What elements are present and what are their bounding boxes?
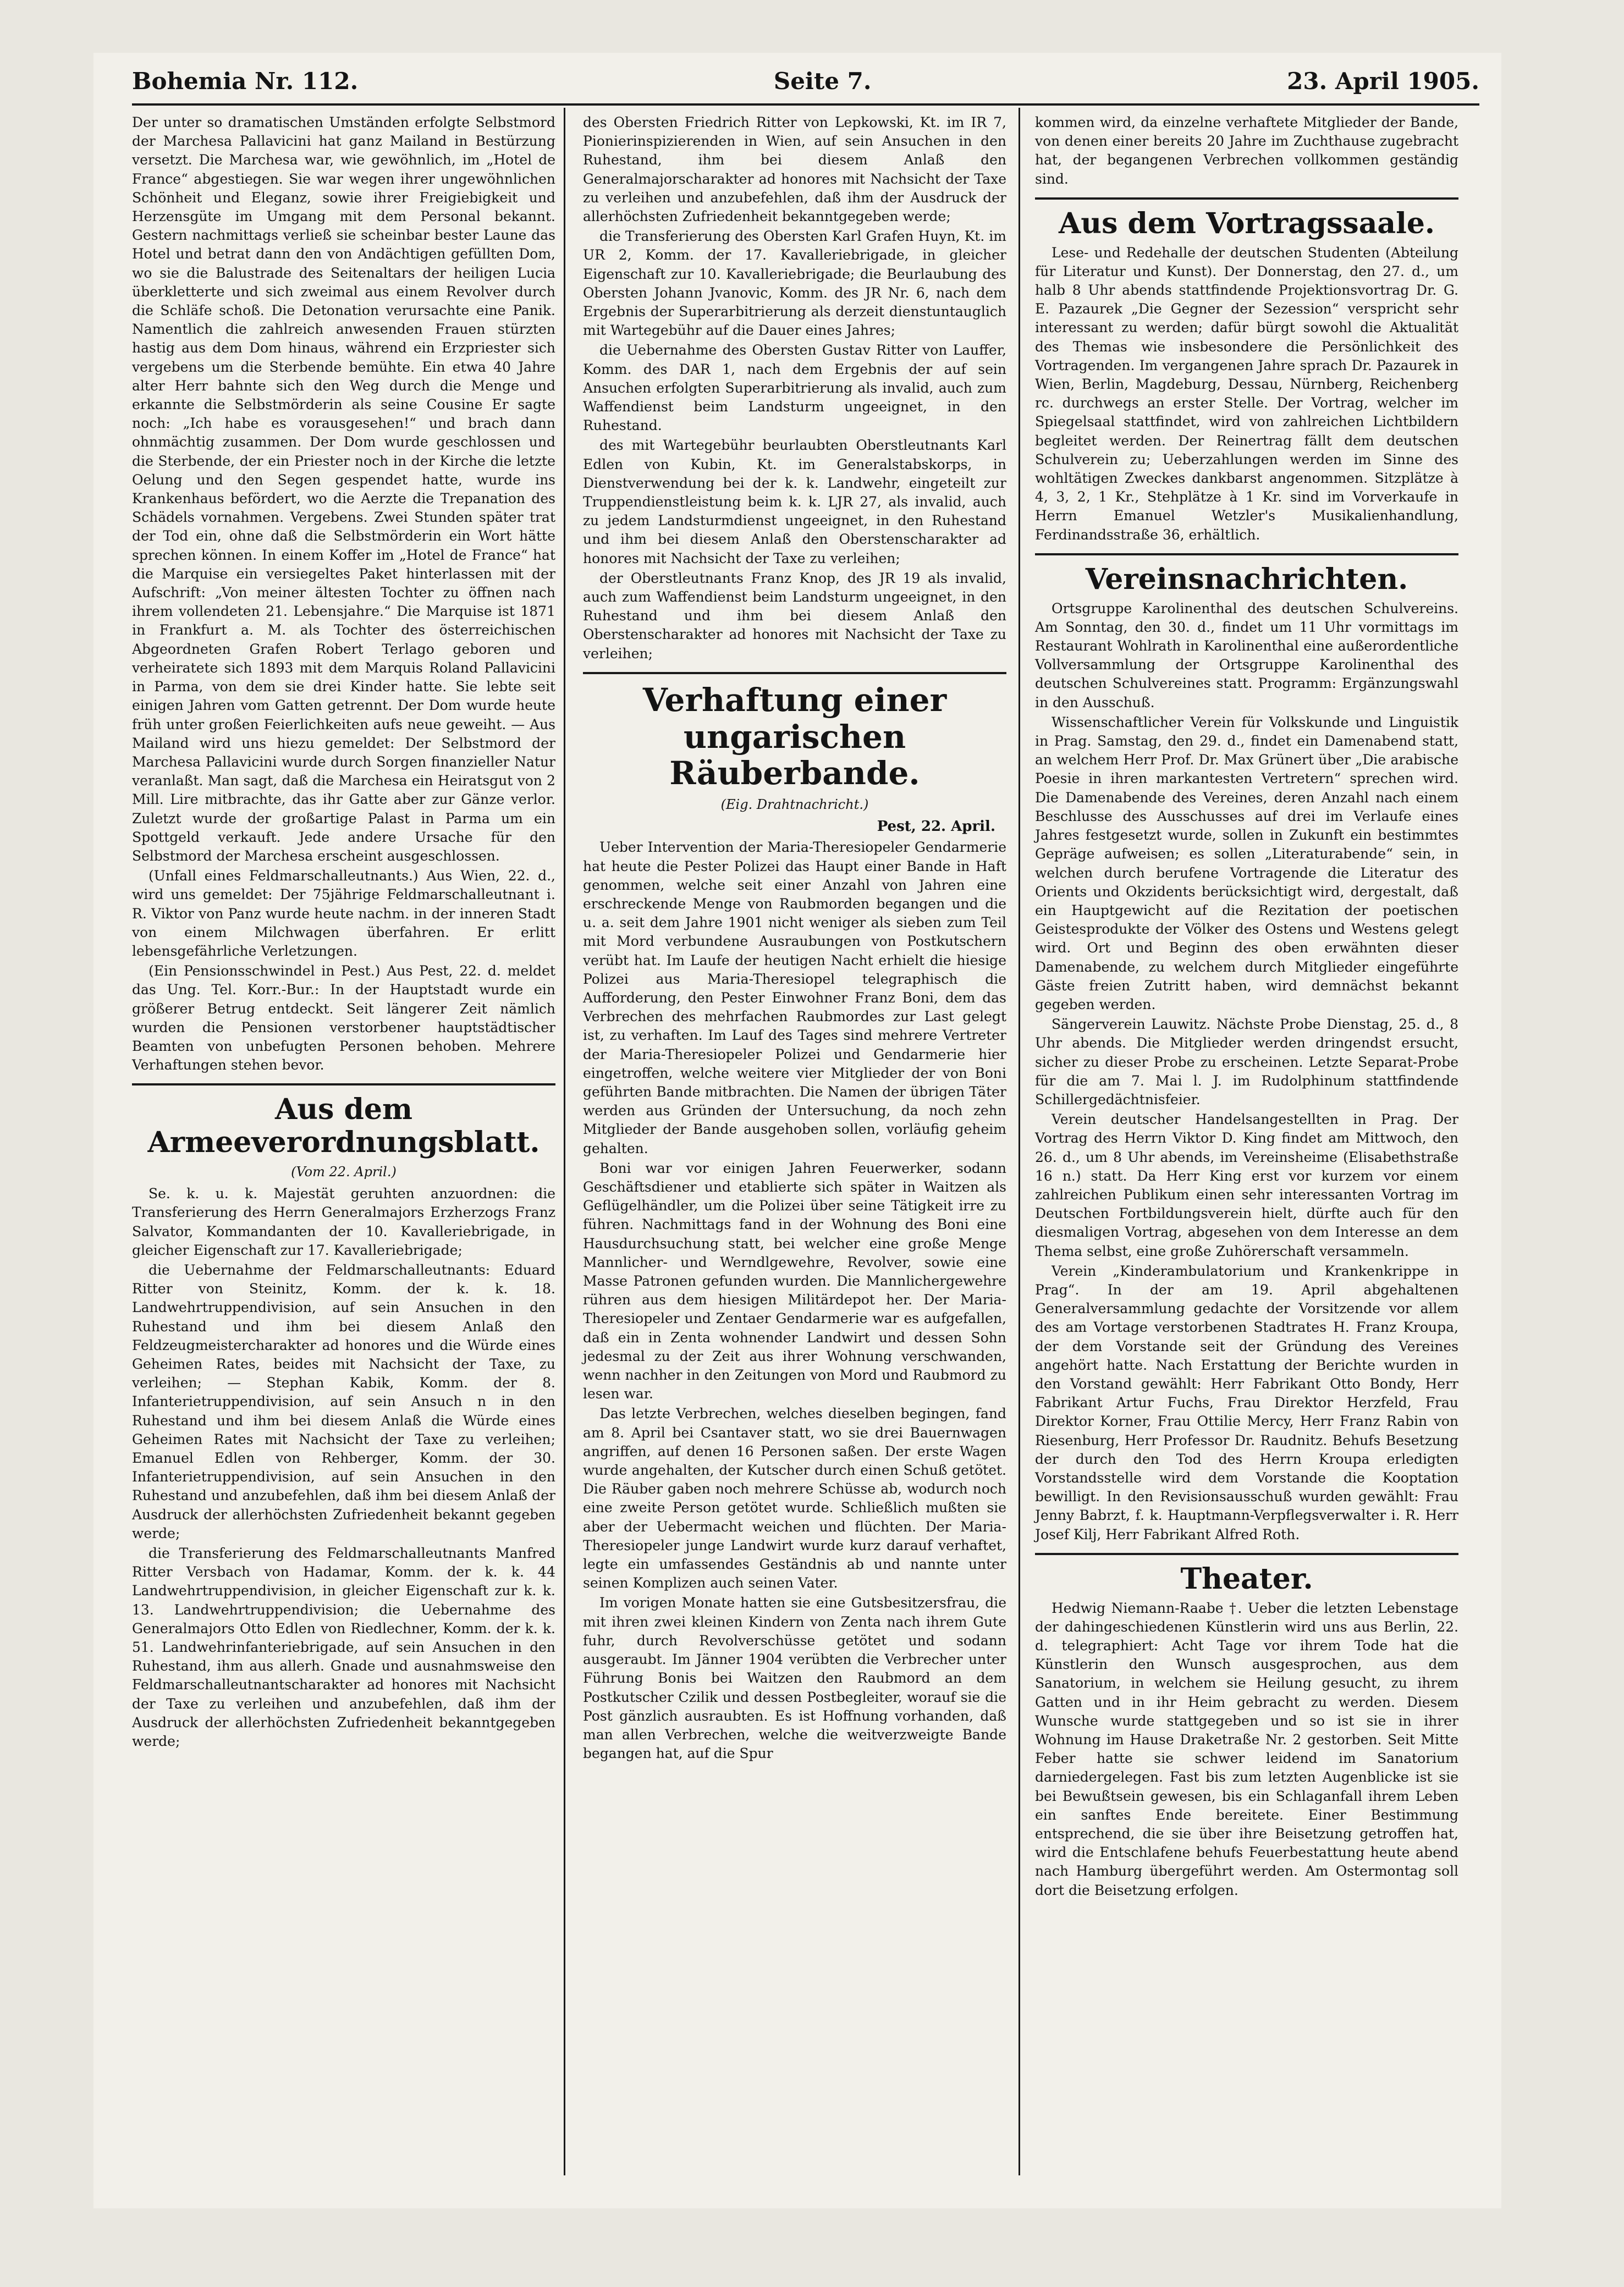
armee-paragraph: die Transferierung des Feldmarschalleutnants Manfred Ritter Versbach von Hadamar, Komm. der k. k. 44 Landwehrtruppendivision, in gleicher Eigenschaft zur k. k. 13. Landwehrtruppendivision; die Uebernahme des Generalmajors Otto Edlen von Riedlechner, Komm. der k. k. 51. Landwehrinfanteriebrigade, auf sein Ansuchen in den Ruhestand, ihm aus allerh. Gnade und ausnahmsweise den Feldmarschalleutnantscharakter ad honores mit Nachsicht der Taxe zu verleihen und anzubefehlen, daß ihm der Ausdruck der allerhöchsten Zufriedenheit bekanntgegeben werde; bbox=[132, 1545, 555, 1750]
article-paragraph: Boni war vor einigen Jahren Feuerwerker, sodann Geschäftsdiener und etablierte sich später in Waitzen als Geflügelhändler, um die Polizei über seine Tätigkeit irre zu führen. Nachmittags fand in der Wohnung des Boni eine Hausdurchsuchung statt, bei welcher eine große Menge Mannlicher- und Werndlgewehre, Revolver, sowie eine Masse Patronen gefunden wurden. Die Mannlichergewehre rühren aus dem hiesigen Militärdepot her. Der Maria-Theresiopeler und Zentaer Gendarmerie war es aufgefallen, daß ein in Zenta wohnender Landwirt und dessen Sohn jedesmal zu der Zeit aus ihrer Wohnung verschwanden, wenn nachher in den Zeitungen von Mord und Raubmord zu lesen war. bbox=[583, 1160, 1006, 1402]
armee-paragraph: des mit Wartegebühr beurlaubten Oberstleutnants Karl Edlen von Kubin, Kt. im Generalstabskorps, in Dienstverwendung bei der k. k. Landwehr, eingeteilt zur Truppendienstleistung beim k. k. LJR 27, als invalid, auch zu jedem Landsturmdienst ungeeignet, in den Ruhestand und ihm bei diesem Anlaß den Oberstenscharakter ad honores mit Nachsicht der Taxe zu verleihen; bbox=[583, 437, 1006, 566]
article-paragraph: Das letzte Verbrechen, welches dieselben begingen, fand am 8. April bei Csantaver statt, wo sie drei Bauernwagen angriffen, auf denen 16 Personen saßen. Der erste Wagen wurde angehalten, der Kutscher durch einen Schuß getötet. Die Räuber gaben noch mehrere Schüsse ab, wodurch noch eine zweite Person getötet wurde. Schließlich mußten sie aber der Uebermacht weichen und flüchten. Der Maria-Theresiopeler junge Landwirt wurde kurz darauf verhaftet, legte ein umfassendes Geständnis ab und nannte unter seinen Komplizen auch seinen Vater. bbox=[583, 1406, 1006, 1591]
article-paragraph: Wissenschaftlicher Verein für Volkskunde und Linguistik in Prag. Samstag, den 29. d., findet ein Damenabend statt, an welchem Herr Prof. Dr. Max Grünert über „Die arabische Poesie in ihren markantesten Vertretern“ sprechen wird. Die Damenabende des Vereines, deren Anzahl nach einem Beschlusse des Ausschusses auf drei im Verlaufe eines Jahres festgesetzt wurde, sollen in Zukunft ein bestimmtes Gepräge aufweisen; es sollen „Literaturabende“ sein, in welchen durch berufene Vortragende die Literatur des Orients und Okzidents berücksichtigt wird, dergestalt, daß ein Hauptgewicht auf die Rezitation der poetischen Geistesprodukte der Völker des Ostens und Westens gelegt wird. Ort und Beginn des oben erwähnten dieser Damenabende, zu welchem durch Mitglieder eingeführte Gäste freien Zutritt haben, wird demnächst bekannt gegeben werden. bbox=[1035, 714, 1458, 1012]
column-divider bbox=[1019, 108, 1020, 2175]
article-pensionsschwindel: (Ein Pensionsschwindel in Pest.) Aus Pest, 22. d. meldet das Ung. Tel. Korr.-Bur.: In der Hauptstadt wurde ein größerer Betrug entdeckt. Seit längerer Zeit nämlich wurden die Pensionen verstorbener hauptstädtischer Beamten von unbefugten Personen behoben. Mehrere Verhaftungen stehen bevor. bbox=[132, 963, 555, 1073]
column-2 bbox=[583, 113, 1006, 1764]
section-rule bbox=[1035, 197, 1458, 200]
column-divider bbox=[564, 108, 565, 2175]
header-page-number: Seite 7. bbox=[773, 68, 872, 95]
header-paper-issue: Bohemia Nr. 112. bbox=[132, 68, 359, 95]
section-heading-armee: Aus dem Armeeverordnungsblatt. bbox=[147, 1093, 540, 1160]
article-paragraph: Lese- und Redehalle der deutschen Studenten (Abteilung für Literatur und Kunst). Der Donnerstag, den 27. d., um halb 8 Uhr abends stattfindende Projektionsvortrag Dr. G. E. Pazaurek „Die Gegner der Sezession“ verspricht sehr interessant zu werden; dafür bürgt sowohl die Aktualität des Themas wie insbesondere die Persönlichkeit des Vortragenden. Im vergangenen Jahre sprach Dr. Pazaurek in Wien, Berlin, Magdeburg, Dessau, Nürnberg, Reichenberg rc. durchwegs an erster Stelle. Der Vortrag, welcher im Spiegelsaal stattfindet, wird von zahlreichen Lichtbildern begleitet werden. Der Reinertrag fällt dem deutschen Schulverein zu; Ueberzahlungen werden im Sinne des wohltätigen Zweckes dankbarst angenommen. Sitzplätze à 4, 3, 2, 1 Kr., Stehplätze à 1 Kr. sind im Vorverkaufe in Herrn Emanuel Wetzler's Musikalienhandlung, Ferdinandsstraße 36, erhältlich. bbox=[1035, 244, 1458, 543]
article-paragraph: Verein „Kinderambulatorium und Krankenkrippe in Prag“. In der am 19. April abgehaltenen Generalversammlung gedachte der Vorsitzende vor allem des am Vortage verstorbenen Stadtrates H. Franz Kroupa, der dem Vorstande seit der Gründung des Vereines angehört hatte. Nach Erstattung der Berichte wurden in den Vorstand gewählt: Herr Fabrikant Otto Bondy, Herr Fabrikant Artur Fuchs, Frau Direktor Herzfeld, Frau Direktor Korner, Frau Ottilie Mercy, Herr Franz Rabin von Riesenburg, Herr Professor Dr. Raudnitz. Behufs Besetzung der durch den Tod des Herrn Kroupa erledigten Vorstandsstelle wird dem Vorstande die Kooptation bewilligt. In den Revisionsausschuß wurden gewählt: Frau Jenny Babrzt, f. k. Hauptmann-Verpflegsverwalter i. R. Herr Josef Kilj, Herr Fabrikant Alfred Roth. bbox=[1035, 1263, 1458, 1542]
armee-paragraph: der Oberstleutnants Franz Knop, des JR 19 als invalid, auch zum Waffendienst beim Landsturm ungeeignet, in den Ruhestand und ihm bei diesem Anlaß den Oberstenscharakter ad honores mit Nachsicht der Taxe zu verleihen; bbox=[583, 570, 1006, 662]
armee-paragraph: die Uebernahme der Feldmarschalleutnants: Eduard Ritter von Steinitz, Komm. der k. k. 18. Landwehrtruppendivision, auf sein Ansuchen in den Ruhestand und ihm bei diesem Anlaß den Feldzeugmeistercharakter ad honores und die Würde eines Geheimen Rates, beides mit Nachsicht der Taxe, zu verleihen; — Stephan Kabik, Komm. der 8. Infanterietruppendivision, auf sein Ansuch n in den Ruhestand und ihm bei diesem Anlaß die Würde eines Geheimen Rates mit Nachsicht der Taxe zu verleihen; Emanuel Edlen von Rehberger, Komm. der 30. Infanterietruppendivision, auf sein Ansuchen in den Ruhestand und anzubefehlen, daß ihm bei diesem Anlaß der Ausdruck der allerhöchsten Zufriedenheit bekannt gegeben werde; bbox=[132, 1261, 555, 1541]
section-heading-theater: Theater. bbox=[1180, 1562, 1313, 1596]
header-rule bbox=[132, 103, 1479, 106]
section-heading-vereinsnachrichten: Vereinsnachrichten. bbox=[1085, 562, 1408, 596]
section-subheading: (Eig. Drahtnachricht.) bbox=[720, 796, 869, 812]
header-date: 23. April 1905. bbox=[1287, 68, 1479, 95]
masthead bbox=[132, 62, 1479, 95]
article-paragraph: kommen wird, da einzelne verhaftete Mitglieder der Bande, von denen einer bereits 20 Jahre im Zuchthause zugebracht hat, der begangenen Verbrechen vollkommen geständig sind. bbox=[1035, 114, 1458, 187]
article-paragraph: Sängerverein Lauwitz. Nächste Probe Dienstag, 25. d., 8 Uhr abends. Die Mitglieder werden dringendst ersucht, sicher zu dieser Probe zu erscheinen. Letzte Separat-Probe für die am 7. Mai l. J. im Rudolphinum stattfindende Schillergedächtnisfeier. bbox=[1035, 1016, 1458, 1107]
article-paragraph: Ortsgruppe Karolinenthal des deutschen Schulvereins. Am Sonntag, den 30. d., findet um 11 Uhr vormittags im Restaurant Wohlrath in Karolinenthal eine außerordentliche Vollversammlung der Ortsgruppe Karolinenthal des deutschen Schulvereines statt. Programm: Ergänzungswahl in den Ausschuß. bbox=[1035, 600, 1458, 710]
section-rule bbox=[1035, 553, 1458, 555]
article-unfall: (Unfall eines Feldmarschalleutnants.) Aus Wien, 22. d., wird uns gemeldet: Der 75jährige Feldmarschalleutnant i. R. Viktor von Panz wurde heute nachm. in der inneren Stadt von einem Milchwagen überfahren. Er erlitt lebensgefährliche Verletzungen. bbox=[132, 868, 555, 959]
armee-paragraph: die Transferierung des Obersten Karl Grafen Huyn, Kt. im UR 2, Komm. der 17. Kavalleriebrigade, in gleicher Eigenschaft zur 10. Kavalleriebrigade; die Beurlaubung des Obersten Johann Jvanovic, Komm. des JR Nr. 6, nach dem Ergebnis der Superarbitrierung als derzeit dienstuntauglich mit Wartegebühr auf die Dauer eines Jahres; bbox=[583, 228, 1006, 339]
dateline: Pest, 22. April. bbox=[877, 818, 995, 835]
newspaper-page bbox=[93, 53, 1501, 2208]
section-rule bbox=[583, 672, 1006, 674]
armee-paragraph: die Uebernahme des Obersten Gustav Ritter von Lauffer, Komm. des DAR 1, nach dem Ergebnis der auf sein Ansuchen erfolgten Superarbitrierung als invalid, auch zum Waffendienst beim Landsturm ungeeignet, in den Ruhestand. bbox=[583, 342, 1006, 434]
section-subheading: (Vom 22. April.) bbox=[291, 1164, 397, 1180]
article-pallavicini: Der unter so dramatischen Umständen erfolgte Selbstmord der Marchesa Pallavicini hat ganz Mailand in Bestürzung versetzt. Die Marchesa war, wie gewöhnlich, im „Hotel de France“ abgestiegen. Sie war wegen ihrer ungewöhnlichen Schönheit und Eleganz, sowie ihrer Freigiebigkeit und Herzensgüte im Umgang mit dem Personal bekannt. Gestern nachmittags verließ sie scheinbar bester Laune das Hotel und betrat dann den von Andächtigen gefüllten Dom, wo sie die Balustrade des Seitenaltars der heiligen Lucia überkletterte und sich zweimal aus einem Revolver durch die Schläfe schoß. Die Detonation verursachte eine Panik. Namentlich die zahlreich anwesenden Frauen stürzten hastig aus dem Dom hinaus, während ein Erzpriester sich vergebens um die Sterbende bemühte. Ein etwa 40 Jahre alter Herr bahnte sich den Weg durch die Menge und erkannte die Selbstmörderin als seine Cousine Er sagte noch: „Ich habe es vorausgesehen!“ und brach dann ohnmächtig zusammen. Der Dom wurde geschlossen und die Sterbende, der ein Priester noch in der Kirche die letzte Oelung und den Segen gespendet hatte, wurde ins Krankenhaus befördert, wo die Aerzte die Trepanation des Schädels vornahmen. Vergebens. Zwei Stunden später trat der Tod ein, ohne daß die Selbstmörderin ein Wort hätte sprechen können. In einem Koffer im „Hotel de France“ hat die Marquise ein versiegeltes Paket hinterlassen mit der Aufschrift: „Von meiner ältesten Tochter zu öffnen nach ihrem vollendeten 21. Lebensjahre.“ Die Marquise ist 1871 in Frankfurt a. M. als Tochter des österreichischen Abgeordneten Grafen Robert Terlago geboren und verheiratete sich 1893 mit dem Marquis Roland Pallavicini in Parma, von dem sie drei Kinder hatte. Sie lebte seit einigen Jahren vom Gatten getrennt. Der Dom wurde heute früh unter großen Feierlichkeiten aufs neue geweiht. — Aus Mailand wird uns hiezu gemeldet: Der Selbstmord der Marchesa Pallavicini wurde durch Sorgen finanzieller Natur veranlaßt. Man sagt, daß die Marchesa ein Heiratsgut von 2 Mill. Lire mitbrachte, das ihr Gatte aber zur Gänze verlor. Zuletzt wurde der großartige Palast in Parma um ein Spottgeld verkauft. Jede andere Ursache für den Selbstmord der Marchesa erscheint ausgeschlossen. bbox=[132, 114, 555, 864]
armee-paragraph: des Obersten Friedrich Ritter von Lepkowski, Kt. im IR 7, Pionierinspizierenden in Wien, auf sein Ansuchen in den Ruhestand, ihm bei diesem Anlaß den Generalmajorscharakter ad honores mit Nachsicht der Taxe zu verleihen und anzubefehlen, daß ihm der Ausdruck der allerhöchsten Zufriedenheit bekanntgegeben werde; bbox=[583, 114, 1006, 225]
article-paragraph: Im vorigen Monate hatten sie eine Gutsbesitzersfrau, die mit ihren zwei kleinen Kindern von Zenta nach ihrem Gute fuhr, durch Revolverschüsse getötet und sodann ausgeraubt. Im Jänner 1904 verübten die Verbrecher unter Führung Bonis bei Waitzen den Raubmord an dem Postkutscher Czilik und dessen Postbegleiter, worauf sie die Post gänzlich ausraubten. Es ist Hoffnung vorhanden, daß man allen Verbrechen, welche die weitverzweigte Bande begangen hat, auf die Spur bbox=[583, 1595, 1006, 1762]
article-paragraph: Verein deutscher Handelsangestellten in Prag. Der Vortrag des Herrn Viktor D. King findet am Mittwoch, den 26. d., um 8 Uhr abends, im Vereinsheime (Elisabethstraße 16 n.) statt. Da Herr King erst vor kurzem vor einem zahlreichen Publikum einen sehr interessanten Vortrag im Deutschen Fortbildungsverein hielt, dürfte auch für den diesmaligen Vortrag, abgesehen von dem Interesse an dem Thema selbst, eine große Zuhörerschaft versammeln. bbox=[1035, 1111, 1458, 1259]
section-heading-vortragssaal: Aus dem Vortragssaale. bbox=[1058, 206, 1435, 240]
article-paragraph: Hedwig Niemann-Raabe †. Ueber die letzten Lebenstage der dahingeschiedenen Künstlerin wird uns aus Berlin, 22. d. telegraphiert: Acht Tage vor ihrem Tode hat die Künstlerin den Wunsch ausgesprochen, aus dem Sanatorium, in welchem sie Heilung gesucht, zu ihrem Gatten und in ihr Heim gebracht zu werden. Diesem Wunsche wurde stattgegeben und so ist sie in ihrer Wohnung im Hause Draketraße Nr. 2 gestorben. Seit Mitte Feber hatte sie schwer leidend im Sanatorium darniedergelegen. Fast bis zum letzten Augenblicke ist sie bei Bewußtsein gewesen, bis ein Schlaganfall ihrem Leben ein sanftes Ende bereitete. Einer Bestimmung entsprechend, die sie über ihre Beisetzung getroffen hat, wird die Entschlafene behufs Feuerbestattung heute abend nach Hamburg übergeführt werden. Am Ostermontag soll dort die Beisetzung erfolgen. bbox=[1035, 1600, 1458, 1898]
armee-paragraph: Se. k. u. k. Majestät geruhten anzuordnen: die Transferierung des Herrn Generalmajors Erzherzogs Franz Salvator, Kommandanten der 10. Kavalleriebrigade, in gleicher Eigenschaft zur 17. Kavalleriebrigade; bbox=[132, 1186, 555, 1258]
column-1 bbox=[132, 113, 555, 1752]
section-rule bbox=[1035, 1553, 1458, 1555]
section-rule bbox=[132, 1083, 555, 1085]
section-heading-raeuberbande: Verhaftung einer ungarischen Räuberbande. bbox=[642, 681, 947, 792]
column-3 bbox=[1035, 113, 1458, 1901]
article-paragraph: Ueber Intervention der Maria-Theresiopeler Gendarmerie hat heute die Pester Polizei das Haupt einer Bande in Haft genommen, welche seit einer Anzahl von Jahren eine erschreckende Menge von Raubmorden begangen und die u. a. seit dem Jahre 1901 nicht weniger als sieben zum Teil mit Mord verbundene Ausraubungen von Postkutschern verübt hat. Im Laufe der heutigen Nacht erhielt die hiesige Polizei aus Maria-Theresiopel telegraphisch die Aufforderung, den Pester Einwohner Franz Boni, dem das Verbrechen des mehrfachen Raubmordes zur Last gelegt ist, zu verhaften. Im Lauf des Tages sind mehrere Vertreter der Maria-Theresiopeler Polizei und Gendarmerie hier eingetroffen, welche weitere vier Mitglieder der von Boni geführten Bande mitbrachten. Die Namen der übrigen Täter werden aus Gründen der Untersuchung, da noch zehn Mitglieder der Bande ausgehoben sollen, vorläufig geheim gehalten. bbox=[583, 839, 1006, 1156]
